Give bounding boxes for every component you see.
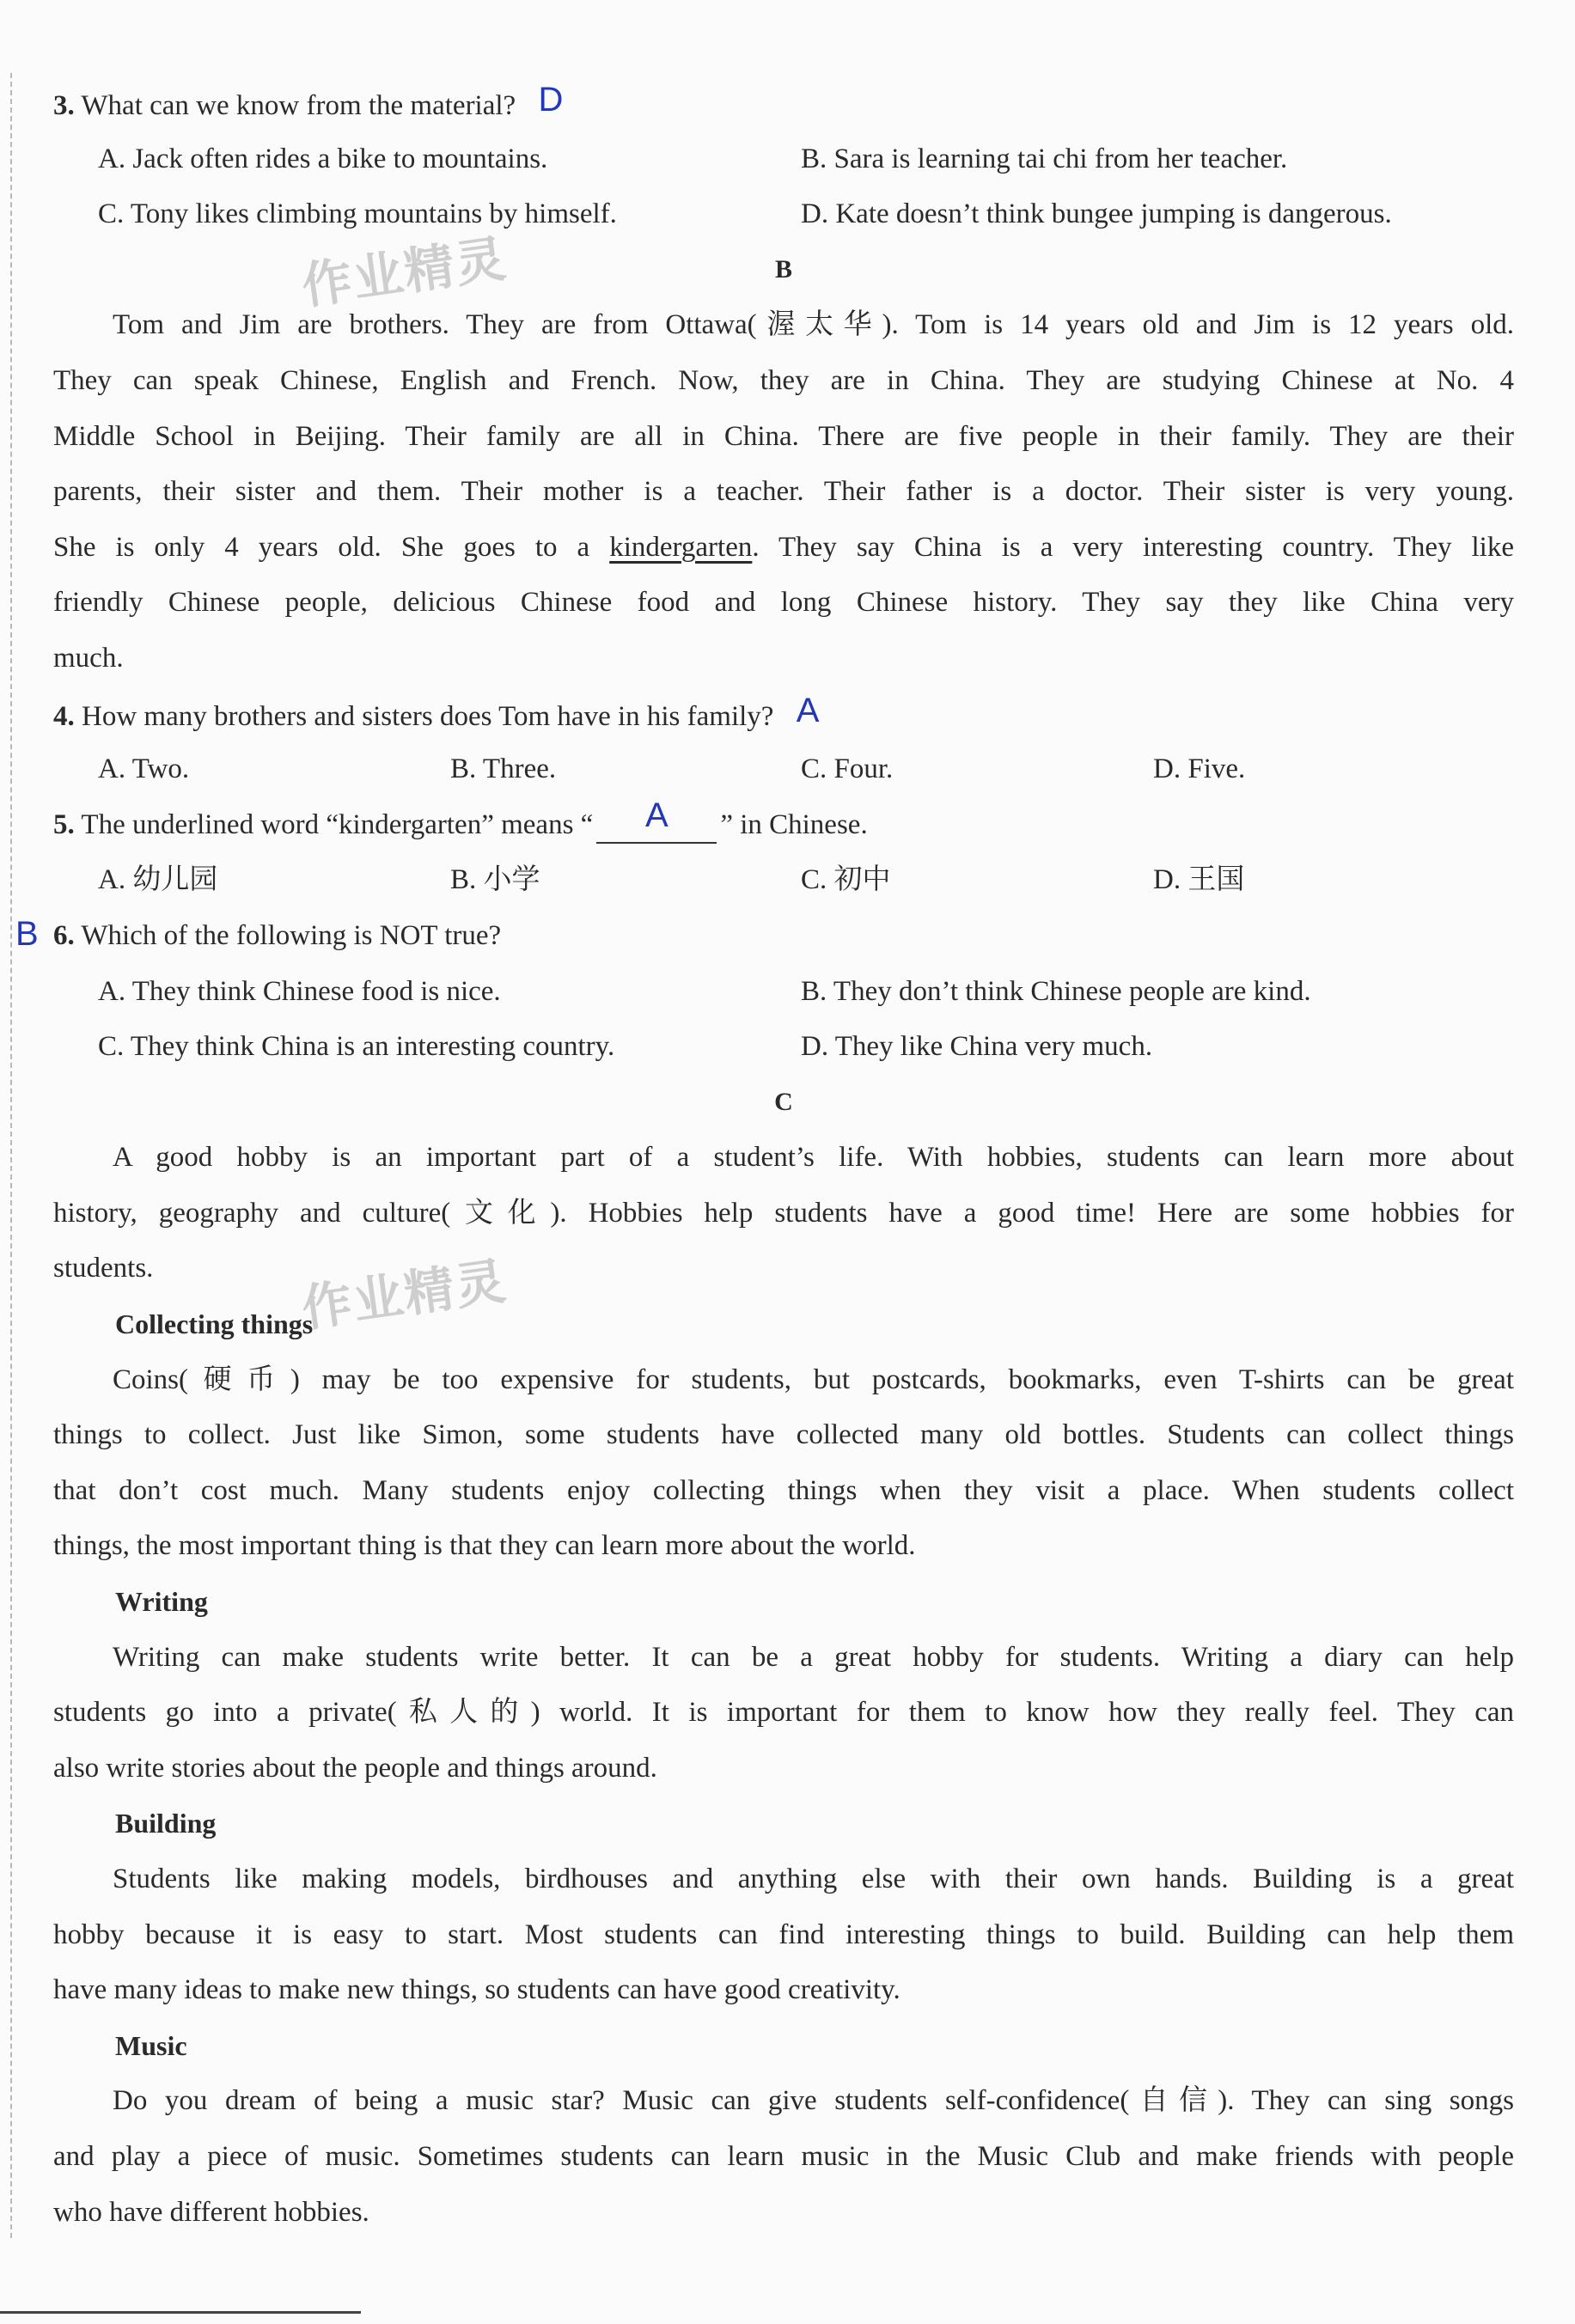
subheading-writing: Writing bbox=[115, 1586, 208, 1618]
options-row bbox=[53, 186, 1514, 242]
underlined-word: kindergarten bbox=[609, 531, 753, 563]
options-row bbox=[53, 131, 1514, 187]
paragraph-line: hobby because it is easy to start. Most students can find interesting things to build. Building can help them bbox=[53, 1918, 1514, 1950]
option-c: C. Four. bbox=[801, 753, 894, 785]
paragraph-line: have many ideas to make new things, so students can have good creativity. bbox=[53, 1974, 900, 2006]
paragraph-line: history, geography and culture(文化). Hobbies help students have a good time! Here are some hobbies for bbox=[53, 1197, 1514, 1229]
paragraph-line: A good hobby is an important part of a student’s life. With hobbies, students can learn more about bbox=[113, 1142, 1514, 1174]
option-d: D. Five. bbox=[1153, 753, 1246, 785]
bottom-rule bbox=[0, 2311, 361, 2314]
question-stem-end: ” in Chinese. bbox=[720, 808, 868, 840]
watermark-top: 作业精灵 bbox=[298, 229, 511, 316]
option-d: D. They like China very much. bbox=[801, 1031, 1153, 1063]
option-c: C. Tony likes climbing mountains by himself. bbox=[98, 198, 617, 230]
option-c: C. 初中 bbox=[801, 864, 891, 896]
paragraph-line: things, the most important thing is that they can learn more about the world. bbox=[53, 1530, 916, 1562]
option-d: D. 王国 bbox=[1153, 864, 1245, 896]
paragraph-line: parents, their sister and them. Their mother is a teacher. Their father is a doctor. Their sister is very young. bbox=[53, 476, 1514, 508]
question-3 bbox=[53, 76, 1514, 131]
question-6 bbox=[15, 908, 1514, 964]
option-c: C. They think China is an interesting country. bbox=[98, 1031, 615, 1063]
subheading-collecting: Collecting things bbox=[115, 1308, 314, 1340]
paragraph-line: that don’t cost much. Many students enjoy collecting things when they visit a place. When students collect bbox=[53, 1474, 1514, 1506]
paragraph-line: students go into a private(私人的) world. It is important for them to know how they really feel. They can bbox=[53, 1697, 1514, 1729]
paragraph-line: Middle School in Beijing. Their family are all in China. There are five people in their family. They are their bbox=[53, 420, 1514, 452]
question-stem: Which of the following is NOT true? bbox=[81, 919, 502, 951]
answer-blank bbox=[596, 796, 717, 844]
options-row bbox=[53, 852, 1514, 908]
subheading-building: Building bbox=[115, 1808, 217, 1839]
option-a: A. Jack often rides a bike to mountains. bbox=[98, 143, 548, 174]
paragraph-line: things to collect. Just like Simon, some students have collected many old bottles. Students can collect things bbox=[53, 1419, 1514, 1451]
paragraph-line: and play a piece of music. Sometimes students can learn music in the Music Club and make friends with people bbox=[53, 2140, 1514, 2172]
question-stem: How many brothers and sisters does Tom have in his family? bbox=[82, 700, 774, 732]
paragraph-line: Do you dream of being a music star? Music can give students self-confidence(自信). They can sing songs bbox=[113, 2085, 1514, 2117]
subheading-music: Music bbox=[115, 2029, 187, 2061]
handwritten-answer: B bbox=[15, 914, 39, 953]
paragraph-line: Coins(硬币) may be too expensive for students, but postcards, bookmarks, even T-shirts can be great bbox=[113, 1363, 1514, 1395]
option-b: B. They don’t think Chinese people are kind. bbox=[801, 975, 1311, 1007]
handwritten-answer: A bbox=[796, 691, 820, 729]
paragraph-line: much. bbox=[53, 642, 124, 674]
option-a: A. 幼儿园 bbox=[98, 864, 218, 896]
question-number: 6. bbox=[53, 919, 75, 951]
paragraph-line: Students like making models, birdhouses and anything else with their own hands. Building is a great bbox=[113, 1863, 1514, 1894]
handwritten-answer: D bbox=[538, 81, 564, 119]
question-stem: The underlined word “kindergarten” means “ bbox=[81, 808, 594, 840]
option-d: D. Kate doesn’t think bungee jumping is dangerous. bbox=[801, 198, 1392, 230]
question-number: 4. bbox=[53, 700, 75, 732]
question-stem: What can we know from the material? bbox=[81, 90, 516, 121]
options-row bbox=[53, 964, 1514, 1020]
paragraph-line: also write stories about the people and things around. bbox=[53, 1752, 657, 1784]
section-letter-c: C bbox=[774, 1087, 793, 1116]
paragraph-line: She is only 4 years old. She goes to a kindergarten. They say China is a very interesting country. They like bbox=[53, 531, 1514, 563]
options-row bbox=[53, 1019, 1514, 1075]
option-a: A. Two. bbox=[98, 753, 190, 785]
section-letter-b: B bbox=[774, 254, 792, 284]
option-b: B. Sara is learning tai chi from her teacher. bbox=[801, 143, 1288, 174]
question-5 bbox=[53, 797, 1514, 853]
option-a: A. They think Chinese food is nice. bbox=[98, 975, 501, 1007]
question-number: 5. bbox=[53, 808, 75, 840]
paragraph-line: Tom and Jim are brothers. They are from Ottawa(渥太华). Tom is 14 years old and Jim is 12 years old. bbox=[113, 309, 1514, 341]
options-row bbox=[53, 741, 1514, 797]
paragraph-line: who have different hobbies. bbox=[53, 2196, 369, 2228]
handwritten-answer: A bbox=[644, 796, 668, 834]
question-number: 3. bbox=[53, 90, 75, 121]
question-4 bbox=[53, 686, 1514, 742]
paragraph-line: friendly Chinese people, delicious Chinese food and long Chinese history. They say they like China very bbox=[53, 587, 1514, 619]
paragraph-line: Writing can make students write better. It can be a great hobby for students. Writing a diary can help bbox=[113, 1641, 1514, 1673]
paragraph-line: students. bbox=[53, 1253, 154, 1284]
option-b: B. 小学 bbox=[450, 864, 540, 896]
margin-dashed-line bbox=[10, 73, 12, 2238]
paragraph-line: They can speak Chinese, English and French. Now, they are in China. They are studying Chinese at No. 4 bbox=[53, 364, 1514, 396]
watermark-middle: 作业精灵 bbox=[298, 1251, 511, 1339]
option-b: B. Three. bbox=[450, 753, 557, 785]
worksheet-content bbox=[15, 76, 1514, 2240]
